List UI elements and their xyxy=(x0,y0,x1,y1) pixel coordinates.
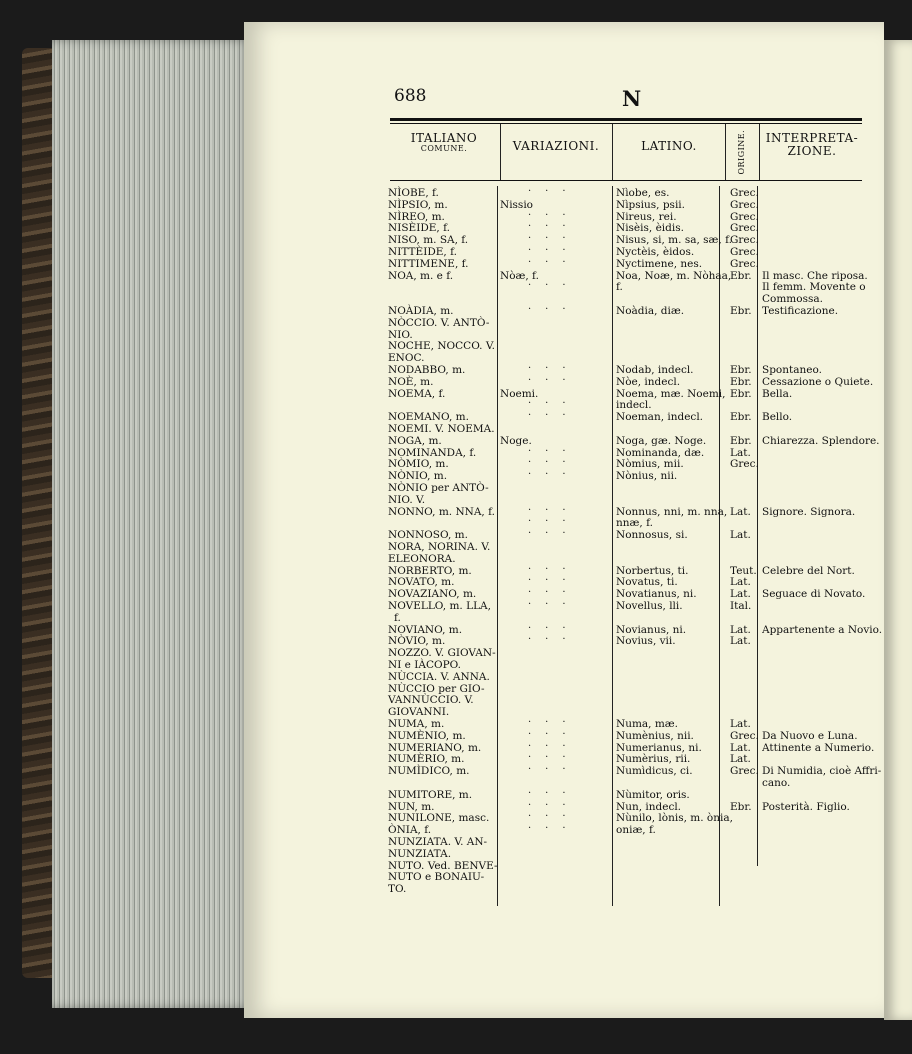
entry-latino: Nònius, nii. xyxy=(616,470,678,483)
entry-italiano: NOÀDIA, m. xyxy=(388,305,454,317)
entry-variazione: Noemi. xyxy=(500,387,539,400)
entry-latino: Nùmitor, oris. xyxy=(616,788,690,801)
leader-dots: ··· xyxy=(528,374,580,386)
entry-latino: Novatus, ti. xyxy=(616,576,678,589)
entry-italiano: NOVAZIANO, m. xyxy=(388,588,477,601)
header-italiano xyxy=(390,132,498,153)
header-rule xyxy=(390,180,862,181)
entry-italiano: NÌREO, m. xyxy=(388,210,445,223)
leader-dots: ··· xyxy=(528,575,580,587)
entry-italiano: NODABBO, m. xyxy=(388,364,466,376)
entry-origine: Ital. xyxy=(730,600,752,612)
col-divider-2 xyxy=(612,186,613,906)
header-latino xyxy=(614,140,724,153)
entry-origine: Ebr. xyxy=(730,364,752,376)
entry-italiano: NÌPSIO, m. xyxy=(388,198,448,211)
entry-origine: Grec. xyxy=(730,187,759,199)
entry-interpretazione: Il femm. Movente o xyxy=(762,281,866,294)
entry-origine: Lat. xyxy=(730,576,751,589)
entry-latino: Novatianus, ni. xyxy=(616,588,697,601)
leader-dots: ··· xyxy=(528,622,580,634)
entry-italiano: NÙCCIA. V. ANNA. xyxy=(388,670,490,683)
entry-latino: Noàdia, diæ. xyxy=(616,305,685,317)
header-comune-label: COMUNE. xyxy=(420,143,468,153)
entry-italiano: NOMINANDA, f. xyxy=(388,446,477,459)
page-number: 688 xyxy=(394,86,427,106)
leader-dots: ··· xyxy=(528,445,580,457)
entry-interpretazione: Il masc. Che riposa. xyxy=(762,269,868,282)
entry-origine: Grec. xyxy=(730,257,759,270)
entry-origine: Grec. xyxy=(730,458,759,471)
leader-dots: ··· xyxy=(528,787,580,799)
entry-italiano: NUTO. Ved. BENVE- xyxy=(388,859,498,872)
entry-italiano: NOVATO, m. xyxy=(388,576,455,589)
entry-origine: Lat. xyxy=(730,718,751,730)
leader-dots: ··· xyxy=(528,740,580,752)
entry-latino: Numìdicus, ci. xyxy=(616,765,693,778)
entry-italiano: NITTIMENE, f. xyxy=(388,257,469,270)
entry-latino: Nireus, rei. xyxy=(616,210,677,223)
entry-origine: Ebr. xyxy=(730,269,752,282)
leader-dots: ··· xyxy=(528,209,580,221)
leader-dots: ··· xyxy=(528,245,580,256)
entry-origine: Grec. xyxy=(730,234,759,247)
entry-italiano: NUTO e BONAIU- xyxy=(388,871,485,884)
entry-latino: Nisus, si, m. sa, sæ, f. xyxy=(616,234,732,247)
entry-interpretazione: Spontaneo. xyxy=(762,364,822,376)
entry-interpretazione: Posterità. Figlio. xyxy=(762,800,850,813)
entry-italiano: NORBERTO, m. xyxy=(388,564,472,577)
entry-italiano: NOEMI. V. NOEMA. xyxy=(388,423,495,435)
leader-dots: ··· xyxy=(528,504,580,516)
entry-italiano: NÙCCIO per GIO- xyxy=(388,682,485,695)
top-rule-thick xyxy=(390,118,862,121)
leader-dots: ··· xyxy=(528,469,580,481)
entry-origine: Grec. xyxy=(730,222,759,235)
entry-latino: Nòe, indecl. xyxy=(616,375,681,388)
entry-latino: Noema, mæ. Noemi, xyxy=(616,387,726,400)
entry-italiano: NOVELLO, m. LLA, xyxy=(388,600,491,612)
entry-interpretazione: Appartenente a Novio. xyxy=(762,623,883,636)
entry-italiano: NÒNIO, m. xyxy=(388,470,448,483)
col-divider-3-header xyxy=(725,124,726,180)
entry-italiano: NI e IÀCOPO. xyxy=(388,659,461,671)
col-divider-3 xyxy=(719,186,720,906)
entry-latino: nnæ, f. xyxy=(616,517,653,530)
leader-dots: ··· xyxy=(528,528,580,540)
leader-dots: ··· xyxy=(528,634,580,646)
col-divider-1-header xyxy=(500,124,501,180)
entry-italiano: NUMÈRIO, m. xyxy=(388,753,465,766)
entry-latino: Numèrius, rii. xyxy=(616,753,691,766)
entry-italiano: VANNÙCCIO. V. xyxy=(388,694,474,707)
leader-dots: ··· xyxy=(528,256,580,268)
entry-variazione: Nissio xyxy=(500,198,534,211)
leader-dots: ··· xyxy=(528,410,580,422)
entry-italiano: NONNO, m. NNA, f. xyxy=(388,505,495,518)
entry-origine: Lat. xyxy=(730,753,751,766)
entry-latino: Noga, gæ. Noge. xyxy=(616,434,707,447)
entry-italiano: NUNILONE, masc. xyxy=(388,812,490,825)
leader-dots: ··· xyxy=(528,363,580,374)
entry-latino: Nonnus, nni, m. nna, xyxy=(616,505,728,518)
entry-italiano: NOEMANO, m. xyxy=(388,411,469,424)
leader-dots: ··· xyxy=(528,398,580,410)
entry-interpretazione: Cessazione o Quiete. xyxy=(762,375,874,388)
entry-latino: Norbertus, ti. xyxy=(616,564,689,577)
entry-italiano: ENOC. xyxy=(388,352,425,365)
entry-italiano: NÒVIO, m. xyxy=(388,635,446,648)
entry-italiano: ELEONORA. xyxy=(388,552,456,565)
leader-dots: ··· xyxy=(528,221,580,233)
entry-italiano: NOVIANO, m. xyxy=(388,623,463,636)
entry-italiano: NORA, NORINA. V. xyxy=(388,541,491,553)
entry-italiano: NOCHE, NOCCO. V. xyxy=(388,340,495,353)
entry-interpretazione: Attinente a Numerio. xyxy=(762,741,875,754)
entry-italiano: NISO, m. SA, f. xyxy=(388,234,469,247)
header-interpretazione-line1: INTERPRETA- xyxy=(765,131,859,145)
entry-origine: Grec. xyxy=(730,765,759,778)
header-origine xyxy=(727,128,757,178)
entry-origine: Lat. xyxy=(730,529,751,542)
entry-interpretazione: Celebre del Nort. xyxy=(762,564,855,577)
entry-interpretazione: Da Nuovo e Luna. xyxy=(762,729,858,742)
entry-origine: Grec. xyxy=(730,246,759,258)
entry-latino: Numènius, nii. xyxy=(616,729,694,742)
entry-latino: Nòmius, mii. xyxy=(616,458,684,471)
entry-italiano: NOÈ, m. xyxy=(388,375,434,388)
leader-dots: ··· xyxy=(528,599,580,610)
entry-latino: Numa, mæ. xyxy=(616,718,679,730)
entry-latino: Nun, indecl. xyxy=(616,800,682,813)
entry-origine: Teut. xyxy=(730,564,757,577)
leader-dots: ··· xyxy=(528,280,580,292)
entry-interpretazione: Testificazione. xyxy=(762,305,839,317)
entry-italiano: NUNZIATA. V. AN- xyxy=(388,836,488,848)
entry-latino: Nominanda, dæ. xyxy=(616,446,705,459)
leader-dots: ··· xyxy=(528,752,580,764)
entry-interpretazione: Di Numidia, cioè Affri- xyxy=(762,765,882,778)
header-variazioni-label: VARIAZIONI. xyxy=(512,139,600,153)
leader-dots: ··· xyxy=(528,587,580,599)
leader-dots: ··· xyxy=(528,233,580,245)
entry-latino: Nìpsius, psii. xyxy=(616,198,686,211)
entry-latino: Novellus, lli. xyxy=(616,600,683,612)
facing-page-edge xyxy=(884,40,912,1020)
header-variazioni xyxy=(502,140,610,153)
entry-italiano: NUNZIATA. xyxy=(388,847,452,860)
leader-dots: ··· xyxy=(528,516,580,528)
entry-latino: oniæ, f. xyxy=(616,824,656,837)
entry-italiano: NOGA, m. xyxy=(388,434,442,447)
entry-latino: f. xyxy=(616,281,623,294)
entry-italiano: NUMÌDICO, m. xyxy=(388,765,470,778)
leader-dots: ··· xyxy=(528,304,580,315)
leader-dots: ··· xyxy=(528,811,580,823)
entry-latino: Novius, vii. xyxy=(616,635,676,648)
entry-latino: Nyctèis, èidos. xyxy=(616,246,695,258)
entry-latino: Noa, Noæ, m. Nòhaa, xyxy=(616,269,732,282)
entry-origine: Grec. xyxy=(730,198,759,211)
leader-dots: ··· xyxy=(528,457,580,469)
entry-interpretazione: Signore. Signora. xyxy=(762,505,856,518)
header-origine-label: ORIGINE. xyxy=(736,129,746,175)
leader-dots: ··· xyxy=(528,728,580,740)
entry-origine: Lat. xyxy=(730,623,751,636)
entry-latino: Nonnosus, si. xyxy=(616,529,688,542)
entry-italiano: NOZZO. V. GIOVAN- xyxy=(388,647,496,660)
leader-dots: ··· xyxy=(528,186,580,197)
entry-origine: Lat. xyxy=(730,741,751,754)
entry-italiano: NUN, m. xyxy=(388,800,435,813)
entry-origine: Ebr. xyxy=(730,411,752,424)
entry-origine: Lat. xyxy=(730,446,751,459)
entry-italiano: NÒMIO, m. xyxy=(388,458,449,471)
entry-italiano: NOA, m. e f. xyxy=(388,269,454,282)
entry-italiano: NOEMA, f. xyxy=(388,387,446,400)
header-interpretazione xyxy=(762,132,862,157)
entry-italiano: NUMÈNIO, m. xyxy=(388,729,466,742)
col-divider-2-header xyxy=(612,124,613,180)
header-italiano-label: ITALIANO xyxy=(410,131,478,145)
entry-italiano: NUMA, m. xyxy=(388,718,445,730)
entry-origine: Ebr. xyxy=(730,387,752,400)
entry-interpretazione: Chiarezza. Splendore. xyxy=(762,434,880,447)
entry-latino: Novianus, ni. xyxy=(616,623,687,636)
leader-dots: ··· xyxy=(528,823,580,835)
col-divider-1 xyxy=(497,186,498,906)
section-letter: N xyxy=(622,86,642,111)
header-latino-label: LATINO. xyxy=(641,139,697,153)
entry-interpretazione: Commossa. xyxy=(762,293,823,306)
leader-dots: ··· xyxy=(528,799,580,811)
leader-dots: ··· xyxy=(528,764,580,776)
entry-italiano: NÒCCIO. V. ANTÒ- xyxy=(388,316,490,329)
top-rule-thin xyxy=(390,123,862,124)
entry-italiano: NISÈIDE, f. xyxy=(388,222,450,235)
entry-interpretazione: cano. xyxy=(762,777,791,789)
entry-latino: Numerianus, ni. xyxy=(616,741,702,754)
entry-origine: Lat. xyxy=(730,505,751,518)
entry-italiano: NUMERIANO, m. xyxy=(388,741,482,754)
header-interpretazione-line2: ZIONE. xyxy=(787,143,837,158)
entry-latino: indecl. xyxy=(616,399,652,412)
entry-italiano: NÌOBE, f. xyxy=(388,187,439,199)
page-edges xyxy=(52,40,252,1008)
entry-italiano: f. xyxy=(394,611,401,624)
entry-italiano: NUMITORE, m. xyxy=(388,788,473,801)
entry-italiano: TO. xyxy=(388,883,407,896)
entry-italiano: NIO. V. xyxy=(388,493,426,506)
entry-origine: Lat. xyxy=(730,588,751,601)
entry-latino: Nodab, indecl. xyxy=(616,364,694,376)
entry-latino: Nyctimene, nes. xyxy=(616,257,703,270)
entry-interpretazione: Bella. xyxy=(762,387,793,400)
entry-origine: Ebr. xyxy=(730,434,752,447)
entry-origine: Ebr. xyxy=(730,375,752,388)
col-divider-4-header xyxy=(759,124,760,180)
entry-origine: Grec. xyxy=(730,729,759,742)
entry-variazione: Noge. xyxy=(500,434,532,447)
entry-latino: Nisèis, èidis. xyxy=(616,222,684,235)
leader-dots: ··· xyxy=(528,717,580,728)
entry-interpretazione: Bello. xyxy=(762,411,793,424)
entry-interpretazione: Seguace di Novato. xyxy=(762,588,866,601)
entry-italiano: GIOVANNI. xyxy=(388,706,450,719)
col-divider-4 xyxy=(757,186,758,866)
entry-origine: Lat. xyxy=(730,635,751,648)
entry-origine: Grec. xyxy=(730,210,759,223)
entry-variazione: Nòæ, f. xyxy=(500,269,539,282)
entry-origine: Ebr. xyxy=(730,305,752,317)
entry-italiano: NITTÈIDE, f. xyxy=(388,246,457,258)
entry-italiano: NIO. xyxy=(388,328,413,341)
entry-origine: Ebr. xyxy=(730,800,752,813)
entry-latino: Noeman, indecl. xyxy=(616,411,704,424)
entry-latino: Nùnilo, lònis, m. ònia, xyxy=(616,812,733,825)
entry-italiano: NONNOSO, m. xyxy=(388,529,468,542)
entry-italiano: ÒNIA, f. xyxy=(388,824,432,837)
entry-italiano: NÒNIO per ANTÒ- xyxy=(388,482,489,494)
entry-latino: Nìobe, es. xyxy=(616,187,670,199)
leader-dots: ··· xyxy=(528,563,580,575)
